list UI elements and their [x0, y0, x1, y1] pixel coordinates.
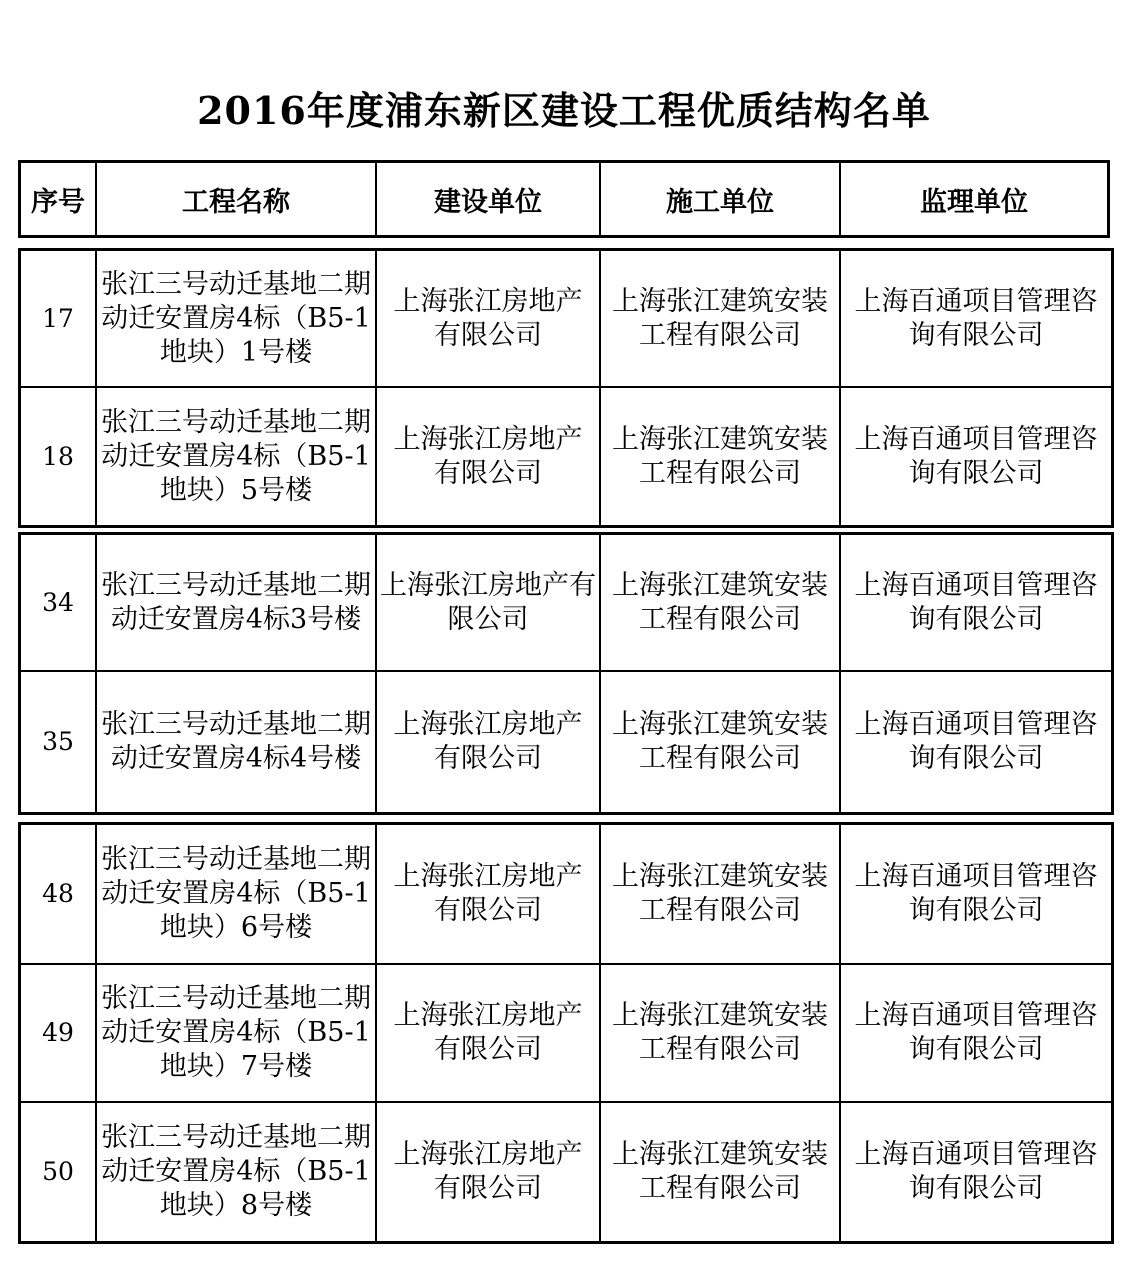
- cell-text-line: 动迁安置房4标3号楼: [110, 603, 362, 635]
- cell-text-line: 18: [42, 441, 74, 471]
- cell-text-line: 张江三号动迁基地二期: [101, 1122, 371, 1153]
- cell-text-line: 有限公司: [434, 457, 542, 489]
- cell-text-line: 动迁安置房4标（B5-1: [101, 878, 371, 909]
- cell-builder: [377, 1103, 601, 1241]
- cell-text-line: 地块）6号楼: [159, 912, 313, 943]
- cell-text-line: 上海张江房地产有: [380, 569, 596, 601]
- table-row: [21, 965, 1111, 1103]
- cell-builder: [377, 825, 601, 963]
- cell-serial-no: [21, 251, 97, 386]
- cell-text-line: 询有限公司: [908, 603, 1044, 635]
- cell-text-line: 动迁安置房4标4号楼: [110, 743, 362, 774]
- cell-project-name: [97, 825, 377, 963]
- cell-text-line: 上海张江房地产: [393, 709, 583, 740]
- cell-text-line: 动迁安置房4标（B5-1: [101, 302, 371, 334]
- cell-contractor: [601, 388, 841, 525]
- cell-serial-no: [21, 535, 97, 670]
- cell-serial-no: [21, 388, 97, 525]
- table-section: [18, 532, 1114, 815]
- cell-text-line: 17: [42, 303, 74, 333]
- cell-builder: [377, 535, 601, 670]
- cell-text-line: 上海百通项目管理咨: [854, 423, 1098, 455]
- table-section: [18, 822, 1114, 1244]
- cell-text-line: 张江三号动迁基地二期: [101, 268, 371, 300]
- header-builder: 建设单位: [377, 163, 601, 235]
- cell-text-line: 上海张江建筑安装: [612, 1139, 828, 1170]
- cell-supervisor: [841, 1103, 1111, 1241]
- cell-text-line: 上海百通项目管理咨: [854, 285, 1098, 317]
- cell-text-line: 上海张江房地产: [393, 285, 583, 317]
- cell-text-line: 上海张江建筑安装: [612, 861, 828, 892]
- cell-contractor: [601, 535, 841, 670]
- cell-text-line: 工程有限公司: [639, 603, 801, 635]
- cell-text-line: 上海张江建筑安装: [612, 285, 828, 317]
- cell-builder: [377, 388, 601, 525]
- cell-text-line: 34: [42, 587, 74, 617]
- cell-text-line: 上海张江建筑安装: [612, 423, 828, 455]
- cell-contractor: [601, 1103, 841, 1241]
- cell-project-name: [97, 388, 377, 525]
- cell-text-line: 上海张江建筑安装: [612, 1000, 828, 1031]
- cell-text-line: 上海百通项目管理咨: [854, 569, 1098, 601]
- cell-text-line: 询有限公司: [908, 1034, 1044, 1065]
- cell-text-line: 有限公司: [434, 1034, 542, 1065]
- table-row: [21, 251, 1111, 388]
- cell-text-line: 上海张江房地产: [393, 1000, 583, 1031]
- cell-builder: [377, 672, 601, 812]
- cell-text-line: 工程有限公司: [639, 895, 801, 926]
- cell-text-line: 上海张江建筑安装: [612, 569, 828, 601]
- cell-serial-no: [21, 825, 97, 963]
- cell-text-line: 张江三号动迁基地二期: [101, 406, 371, 438]
- cell-supervisor: [841, 672, 1111, 812]
- cell-contractor: [601, 965, 841, 1101]
- header-contractor: 施工单位: [601, 163, 841, 235]
- cell-text-line: 49: [42, 1018, 74, 1047]
- cell-project-name: [97, 672, 377, 812]
- cell-contractor: [601, 672, 841, 812]
- cell-text-line: 有限公司: [434, 895, 542, 926]
- cell-text-line: 48: [42, 879, 74, 908]
- cell-supervisor: [841, 251, 1111, 386]
- cell-text-line: 限公司: [447, 603, 529, 635]
- cell-text-line: 地块）7号楼: [159, 1051, 313, 1082]
- cell-contractor: [601, 825, 841, 963]
- cell-project-name: [97, 251, 377, 386]
- cell-text-line: 张江三号动迁基地二期: [101, 709, 371, 740]
- table-row: [21, 672, 1111, 812]
- cell-text-line: 工程有限公司: [639, 319, 801, 351]
- cell-text-line: 上海张江房地产: [393, 423, 583, 455]
- cell-text-line: 动迁安置房4标（B5-1: [101, 440, 371, 472]
- cell-text-line: 地块）8号楼: [159, 1190, 313, 1221]
- cell-project-name: [97, 965, 377, 1101]
- cell-builder: [377, 251, 601, 386]
- cell-text-line: 50: [42, 1157, 74, 1186]
- cell-text-line: 询有限公司: [908, 1173, 1044, 1204]
- cell-text-line: 有限公司: [434, 1173, 542, 1204]
- cell-text-line: 工程有限公司: [639, 1034, 801, 1065]
- cell-text-line: 上海百通项目管理咨: [854, 861, 1098, 892]
- cell-text-line: 上海百通项目管理咨: [854, 709, 1098, 740]
- cell-text-line: 询有限公司: [908, 457, 1044, 489]
- cell-supervisor: [841, 535, 1111, 670]
- cell-project-name: [97, 535, 377, 670]
- cell-text-line: 有限公司: [434, 743, 542, 774]
- table-header: [18, 160, 1110, 238]
- table-row: [21, 388, 1111, 525]
- cell-serial-no: [21, 965, 97, 1101]
- cell-serial-no: [21, 1103, 97, 1241]
- table-row: [21, 1103, 1111, 1241]
- cell-serial-no: [21, 672, 97, 812]
- cell-text-line: 工程有限公司: [639, 1173, 801, 1204]
- cell-text-line: 上海张江建筑安装: [612, 709, 828, 740]
- cell-text-line: 地块）1号楼: [159, 336, 313, 368]
- cell-text-line: 有限公司: [434, 319, 542, 351]
- cell-text-line: 上海百通项目管理咨: [854, 1139, 1098, 1170]
- cell-text-line: 动迁安置房4标（B5-1: [101, 1017, 371, 1048]
- cell-supervisor: [841, 825, 1111, 963]
- header-project-name: 工程名称: [97, 163, 377, 235]
- header-serial-no: 序号: [21, 163, 97, 235]
- cell-text-line: 询有限公司: [908, 743, 1044, 774]
- cell-supervisor: [841, 388, 1111, 525]
- cell-supervisor: [841, 965, 1111, 1101]
- table-section: [18, 248, 1114, 528]
- cell-text-line: 张江三号动迁基地二期: [101, 844, 371, 875]
- cell-project-name: [97, 1103, 377, 1241]
- cell-text-line: 询有限公司: [908, 895, 1044, 926]
- cell-text-line: 张江三号动迁基地二期: [101, 983, 371, 1014]
- header-supervisor: 监理单位: [920, 186, 1028, 218]
- cell-text-line: 35: [42, 727, 74, 756]
- cell-text-line: 询有限公司: [908, 319, 1044, 351]
- cell-text-line: 动迁安置房4标（B5-1: [101, 1156, 371, 1187]
- page-title: 2016年度浦东新区建设工程优质结构名单: [197, 88, 931, 133]
- cell-text-line: 地块）5号楼: [159, 474, 313, 506]
- cell-text-line: 上海百通项目管理咨: [854, 1000, 1098, 1031]
- cell-text-line: 工程有限公司: [639, 743, 801, 774]
- cell-text-line: 工程有限公司: [639, 457, 801, 489]
- table-row: [21, 825, 1111, 965]
- cell-text-line: 上海张江房地产: [393, 1139, 583, 1170]
- cell-contractor: [601, 251, 841, 386]
- cell-text-line: 上海张江房地产: [393, 861, 583, 892]
- cell-builder: [377, 965, 601, 1101]
- cell-text-line: 张江三号动迁基地二期: [101, 569, 371, 601]
- table-row: [21, 535, 1111, 672]
